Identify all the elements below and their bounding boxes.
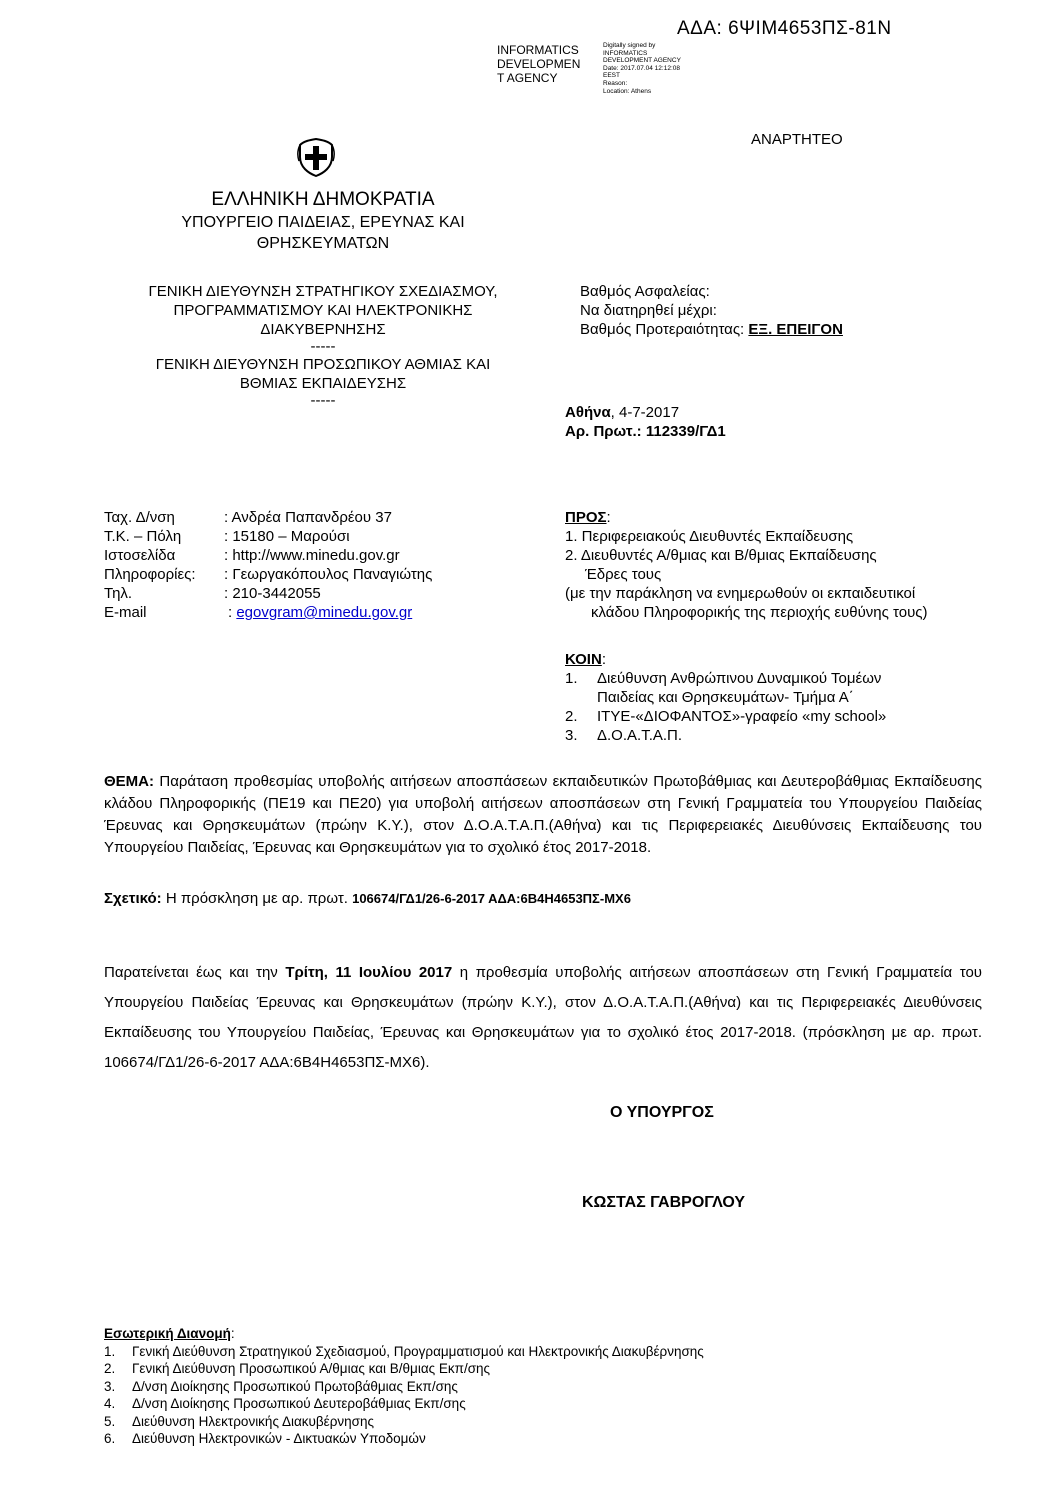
koin-item-text: Δ.Ο.Α.Τ.Α.Π. xyxy=(597,727,683,744)
koin-heading xyxy=(565,650,886,669)
distribution-item-number: 4. xyxy=(104,1396,116,1411)
coat-of-arms-icon xyxy=(296,137,336,177)
priority-value: ΕΞ. ΕΠΕΙΓΟΝ xyxy=(748,321,843,338)
signer-name: ΚΩΣΤΑΣ ΓΑΒΡΟΓΛΟΥ xyxy=(582,1194,746,1211)
contact-row xyxy=(104,527,350,546)
subject-paragraph xyxy=(104,771,982,859)
protocol-number: Αρ. Πρωτ.: 112339/ΓΔ1 xyxy=(565,423,726,440)
contact-label: E-mail xyxy=(104,604,147,621)
distribution-item-text: Διεύθυνση Ηλεκτρονικής Διακυβέρνησης xyxy=(132,1413,374,1429)
distribution-colon: : xyxy=(230,1326,235,1341)
koin-item-text: Παιδείας και Θρησκευμάτων- Τμήμα Α΄ xyxy=(597,689,854,706)
distribution-item-number: 6. xyxy=(104,1431,116,1446)
country-title: ΕΛΛΗΝΙΚΗ ΔΗΜΟΚΡΑΤΙΑ xyxy=(211,189,435,210)
contact-value: : Γεωργακόπουλος Παναγιώτης xyxy=(224,566,433,583)
directorate-line: ΔΙΑΚΥΒΕΡΝΗΣΗΣ xyxy=(260,321,386,338)
distribution-block xyxy=(104,1325,704,1448)
contact-label: Τ.Κ. – Πόλη xyxy=(104,528,182,545)
date-protocol-block xyxy=(565,403,726,441)
date: , 4-7-2017 xyxy=(610,404,680,421)
pros-label: ΠΡΟΣ xyxy=(565,509,607,526)
priority-label: Βαθμός Προτεραιότητας: xyxy=(580,321,749,338)
reference-line xyxy=(104,889,631,909)
digital-signature-details xyxy=(603,42,681,95)
signature-organization xyxy=(497,43,580,85)
koin-item-text: Διεύθυνση Ανθρώπινου Δυναμικού Τομέων xyxy=(597,670,882,687)
publication-notice: ΑΝΑΡΤΗΤΕΟ xyxy=(751,131,843,148)
body-text-rest: η προθεσμία υποβολής αιτήσεων αποσπάσεων στη Γενική Γραμματεία του Υπουργείου Παιδείας Έρευνας και Θρησκευμάτων (πρώην Κ.Υ.), στον Δ.Ο.Α.Τ.Α.Π.(Αθήνα) και τις Περιφερειακές Διευθύνσεις Εκπαίδευσης του Υπουργείου Παιδείας, Έρευνας και Θρησκευμάτων για το σχολικό έτος 2017-2018. (πρόσκληση με αρ. πρωτ. 106674/ΓΔ1/26-6-2017 ΑΔΑ:6Β4Η4653ΠΣ-ΜΧ6). xyxy=(104,964,983,1071)
distribution-item-text: Γενική Διεύθυνση Προσωπικού Α/θμιας και Β/θμιας Εκπ/σης xyxy=(132,1361,491,1376)
distribution-heading xyxy=(104,1325,704,1343)
directorate-separator: ----- xyxy=(310,338,336,355)
contact-row xyxy=(104,603,413,622)
recipients-block xyxy=(565,508,928,622)
signature-detail-line: EEST xyxy=(603,72,620,80)
place-date xyxy=(565,403,726,422)
reference-label: Σχετικό: xyxy=(104,890,162,907)
contact-value: : Ανδρέα Παπανδρέου 37 xyxy=(224,509,392,526)
koin-item-number: 2. xyxy=(565,708,578,725)
distribution-item-text: Δ/νση Διοίκησης Προσωπικού Δευτεροβάθμιας Εκπ/σης xyxy=(132,1396,466,1411)
contact-value: : 210-3442055 xyxy=(224,585,321,602)
koin-colon: : xyxy=(601,651,606,668)
signature-detail-line: DEVELOPMENT AGENCY xyxy=(603,57,681,65)
distribution-item xyxy=(104,1430,704,1448)
contact-label: Τηλ. xyxy=(104,585,133,602)
directorates-block xyxy=(108,282,538,409)
koin-item xyxy=(565,669,886,707)
contact-row xyxy=(104,508,392,527)
subject-text: Παράταση προθεσμίας υποβολής αιτήσεων αποσπάσεων εκπαιδευτικών Πρωτοβάθμιας και Δευτεροβάθμιας Εκπαίδευσης κλάδου Πληροφορικής (ΠΕ19 και ΠΕ20) για υποβολή αιτήσεων αποσπάσεων στη Γενική Γραμματεία του Υπουργείου Παιδείας Έρευνας και Θρησκευμάτων (πρώην Κ.Υ.), στον Δ.Ο.Α.Τ.Α.Π.(Αθήνα) και τις Περιφερειακές Διευθύνσεις Εκπαίδευσης του Υπουργείου Παιδείας, Έρευνας και Θρησκευμάτων για το σχολικό έτος 2017-2018. xyxy=(104,773,982,856)
contact-block xyxy=(104,508,433,622)
body-paragraph xyxy=(104,958,982,1078)
city: Αθήνα xyxy=(565,404,611,421)
ministry-title: ΥΠΟΥΡΓΕΙΟ ΠΑΙΔΕΙΑΣ, ΕΡΕΥΝΑΣ ΚΑΙ xyxy=(181,214,465,231)
contact-label: Ταχ. Δ/νση xyxy=(104,509,175,526)
security-block xyxy=(580,282,843,339)
koin-item xyxy=(565,707,886,726)
recipient-note-line: (με την παράκληση να ενημερωθούν οι εκπαιδευτικοί xyxy=(565,585,916,602)
distribution-item xyxy=(104,1413,704,1431)
contact-row xyxy=(104,584,321,603)
distribution-item-text: Δ/νση Διοίκησης Προσωπικού Πρωτοβάθμιας Εκπ/σης xyxy=(132,1378,458,1394)
koin-item-number: 3. xyxy=(565,727,578,744)
directorate-line: ΒΘΜΙΑΣ ΕΚΠΑΙΔΕΥΣΗΣ xyxy=(239,375,407,392)
koin-item-number: 1. xyxy=(565,670,578,687)
email-prefix: : xyxy=(228,604,237,621)
koin-item-text: ΙΤΥΕ-«ΔΙΟΦΑΝΤΟΣ»-γραφείο «my school» xyxy=(597,708,887,725)
directorate-line: ΓΕΝΙΚΗ ΔΙΕΥΘΥΝΣΗ ΠΡΟΣΩΠΙΚΟΥ ΑΘΜΙΑΣ ΚΑΙ xyxy=(155,356,491,373)
signature-org-line: DEVELOPMEN xyxy=(497,57,581,71)
contact-value: : 15180 – Μαρούσι xyxy=(224,528,350,545)
signature-detail-line: Date: 2017.07.04 12:12:08 xyxy=(603,64,680,72)
koin-item xyxy=(565,726,886,745)
ministry-title: ΘΡΗΣΚΕΥΜΑΤΩΝ xyxy=(256,235,390,252)
signature-detail-line: Reason: xyxy=(603,79,628,87)
contact-label: Ιστοσελίδα xyxy=(104,547,176,564)
security-level-label: Βαθμός Ασφαλείας: xyxy=(580,283,710,300)
signature-detail-line: Digitally signed by xyxy=(603,42,656,49)
distribution-item-number: 3. xyxy=(104,1378,116,1394)
contact-value: : http://www.minedu.gov.gr xyxy=(224,547,400,564)
priority-line xyxy=(580,320,843,339)
distribution-item xyxy=(104,1395,704,1413)
contact-label: Πληροφορίες: xyxy=(104,566,196,583)
signature-org-line: INFORMATICS xyxy=(497,43,579,57)
body-text-start: Παρατείνεται έως και την xyxy=(104,964,286,981)
ministry-header xyxy=(108,188,538,254)
distribution-item-text: Διεύθυνση Ηλεκτρονικών - Δικτυακών Υποδομών xyxy=(132,1431,426,1446)
distribution-item-text: Γενική Διεύθυνση Στρατηγικού Σχεδιασμού, Προγραμματισμού και Ηλεκτρονικής Διακυβέρνησης xyxy=(132,1343,704,1359)
distribution-item-number: 5. xyxy=(104,1413,116,1429)
pros-colon: : xyxy=(606,509,611,526)
distribution-item-number: 1. xyxy=(104,1343,116,1359)
signature-detail-line: Location: Athens xyxy=(603,87,652,95)
directorate-line: ΠΡΟΓΡΑΜΜΑΤΙΣΜΟΥ ΚΑΙ ΗΛΕΚΤΡΟΝΙΚΗΣ xyxy=(173,302,473,319)
recipient-note-line: κλάδου Πληροφορικής της περιοχής ευθύνης τους) xyxy=(591,604,928,621)
recipient-line: Έδρες τους xyxy=(585,566,662,583)
signer-title: Ο ΥΠΟΥΡΓΟΣ xyxy=(610,1104,714,1121)
email-link[interactable]: egovgram@minedu.gov.gr xyxy=(236,604,413,621)
subject-label: ΘΕΜΑ: xyxy=(104,773,154,790)
distribution-item xyxy=(104,1378,704,1396)
keep-until-label: Να διατηρηθεί μέχρι: xyxy=(580,302,717,319)
recipient-line: 2. Διευθυντές Α/θμιας και Β/θμιας Εκπαίδευσης xyxy=(565,547,877,564)
ada-code: ΑΔΑ: 6ΨΙΜ4653ΠΣ-81Ν xyxy=(677,18,892,39)
koin-label: ΚΟΙΝ xyxy=(565,651,602,668)
signature-org-line: T AGENCY xyxy=(497,71,558,85)
distribution-label: Εσωτερική Διανομή xyxy=(104,1326,231,1341)
koin-block xyxy=(565,650,886,745)
distribution-item-number: 2. xyxy=(104,1361,116,1376)
signature-detail-line: INFORMATICS xyxy=(603,49,648,57)
recipient-line: 1. Περιφερειακούς Διευθυντές Εκπαίδευσης xyxy=(565,528,854,545)
contact-row xyxy=(104,546,400,565)
directorate-line: ΓΕΝΙΚΗ ΔΙΕΥΘΥΝΣΗ ΣΤΡΑΤΗΓΙΚΟΥ ΣΧΕΔΙΑΣΜΟΥ, xyxy=(148,283,498,300)
directorate-separator: ----- xyxy=(310,392,336,409)
distribution-item xyxy=(104,1343,704,1361)
reference-number: 106674/ΓΔ1/26-6-2017 ΑΔΑ:6Β4Η4653ΠΣ-ΜΧ6 xyxy=(352,891,631,906)
reference-text: Η πρόσκληση με αρ. πρωτ. xyxy=(161,890,353,907)
contact-row xyxy=(104,565,433,584)
distribution-item xyxy=(104,1360,704,1378)
deadline-date: Τρίτη, 11 Ιουλίου 2017 xyxy=(285,964,453,981)
pros-heading xyxy=(565,508,928,527)
